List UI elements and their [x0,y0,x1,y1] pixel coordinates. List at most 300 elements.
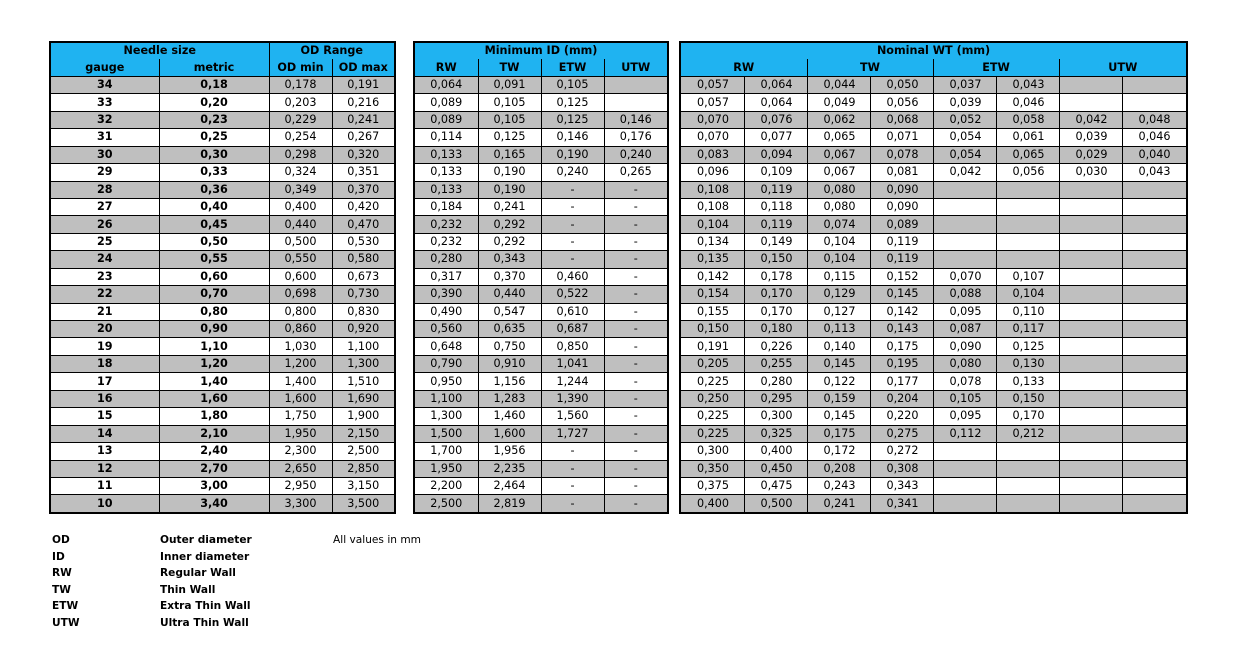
od-min-cell: 0,254 [269,129,332,146]
wt-etw-max-cell: 0,058 [996,111,1059,128]
table-row [51,460,394,477]
od-max-cell: 0,530 [347,235,380,249]
legend-abbreviation: ETW [52,600,79,612]
wt-rw-min-cell: 0,142 [681,268,744,285]
wt-rw-max-cell: 0,064 [744,94,807,111]
wt-etw-max-cell: 0,117 [996,321,1059,338]
wt-rw-max-cell: 0,255 [744,355,807,372]
wt-utw-max-cell [1122,303,1186,320]
wt-tw-min-cell: 0,241 [807,495,870,512]
wt-utw-max-cell [1122,355,1186,372]
od-min-cell: 3,300 [269,495,332,512]
metric-cell: 0,50 [159,233,269,250]
od-min-cell: 1,600 [269,390,332,407]
od-min-cell: 0,800 [269,303,332,320]
wt-rw-min-cell: 0,300 [681,443,744,460]
table-row [51,146,394,163]
wt-etw-max-cell [996,477,1059,494]
min-id-tw-cell: 1,283 [478,390,541,407]
id-utw-header: UTW [604,59,667,76]
min-id-tw-cell: 0,343 [478,251,541,268]
table-row [51,303,394,320]
wt-rw-min-cell: 0,083 [681,146,744,163]
table-row [681,390,1186,407]
wt-rw-max-cell: 0,295 [744,390,807,407]
wt-tw-min-cell: 0,140 [807,338,870,355]
od-max-cell: 0,370 [332,181,394,198]
wt-etw-min-cell [933,251,996,268]
wt-tw-max-cell: 0,119 [870,233,933,250]
wt-tw-min-cell: 0,067 [807,146,870,163]
od-max-cell: 2,850 [332,460,394,477]
table-row [681,216,1186,233]
id-tw-header: TW [478,59,541,76]
wt-etw-min-cell: 0,105 [933,390,996,407]
table-row [415,443,667,460]
min-id-etw-cell: - [541,251,604,268]
min-id-etw-cell: 0,125 [541,94,604,111]
wt-tw-max-cell: 0,090 [870,198,933,215]
metric-cell: 3,00 [159,477,269,494]
min-id-utw-cell: - [633,479,638,493]
wt-utw-min-cell [1059,321,1122,338]
wt-tw-min-cell: 0,113 [807,321,870,338]
wt-etw-min-cell: 0,037 [933,76,996,93]
table-row [51,268,394,285]
wt-utw-min-cell [1059,251,1122,268]
table-row [51,164,394,181]
od-min-cell: 0,400 [269,198,332,215]
wt-rw-min-cell: 0,104 [681,216,744,233]
wt-tw-max-cell: 0,195 [870,355,933,372]
legend-meaning: Thin Wall [160,583,216,596]
min-id-utw-cell: - [633,444,638,458]
wt-utw-max-cell: 0,048 [1122,111,1186,128]
od-max-cell: 0,830 [347,304,380,318]
nominal-wt-header: Nominal WT (mm) [681,43,1186,59]
min-id-tw-cell: 2,819 [478,495,541,512]
min-id-rw-cell: 0,089 [415,94,478,111]
wt-utw-header: UTW [1059,59,1186,76]
wt-tw-max-cell: 0,220 [870,408,933,425]
wt-etw-max-cell: 0,061 [996,129,1059,146]
wt-tw-min-cell: 0,044 [807,76,870,93]
od-max-cell: 0,730 [332,286,394,303]
min-id-rw-cell: 0,280 [415,251,478,268]
wt-tw-max-cell: 0,204 [870,390,933,407]
od-max-cell: 1,100 [347,339,380,353]
min-id-tw-cell: 0,370 [478,268,541,285]
min-id-utw-cell: - [633,235,638,249]
min-id-tw-cell: 0,910 [478,355,541,372]
wt-rw-min-cell: 0,375 [681,477,744,494]
wt-rw-min-cell: 0,191 [681,338,744,355]
od-min-cell: 0,203 [269,94,332,111]
metric-cell: 0,80 [159,303,269,320]
wt-utw-min-cell: 0,029 [1059,146,1122,163]
od-max-cell: 0,191 [332,76,394,93]
wt-rw-max-cell: 0,064 [744,76,807,93]
min-id-utw-cell: 0,265 [619,165,652,179]
id-etw-header: ETW [541,59,604,76]
min-id-utw-cell: - [633,409,638,423]
od-min-cell: 0,298 [269,146,332,163]
min-id-utw-cell: - [633,200,638,214]
wt-tw-max-cell: 0,152 [870,268,933,285]
table-row [681,233,1186,250]
wt-etw-min-cell [933,233,996,250]
wt-tw-max-cell: 0,068 [870,111,933,128]
min-id-rw-cell: 0,089 [415,111,478,128]
wt-rw-max-cell: 0,150 [744,251,807,268]
wt-rw-max-cell: 0,325 [744,425,807,442]
min-id-tw-cell: 1,156 [478,373,541,390]
wt-utw-max-cell [1122,443,1186,460]
metric-cell: 0,25 [159,129,269,146]
wt-etw-min-cell: 0,070 [933,268,996,285]
metric-cell: 1,60 [159,390,269,407]
min-id-utw-cell: - [604,321,667,338]
min-id-etw-cell: 1,727 [541,425,604,442]
min-id-rw-cell: 0,133 [415,181,478,198]
wt-rw-max-cell: 0,280 [744,373,807,390]
wt-tw-max-cell: 0,119 [870,251,933,268]
wt-utw-max-cell [1122,477,1186,494]
od-min-header: OD min [269,59,332,76]
wt-utw-max-cell [1122,338,1186,355]
od-min-cell: 0,349 [269,181,332,198]
od-max-cell: 0,320 [332,146,394,163]
min-id-rw-cell: 1,700 [415,443,478,460]
wt-utw-min-cell [1059,390,1122,407]
table-row [415,129,667,146]
min-id-etw-cell: - [541,198,604,215]
wt-rw-max-cell: 0,077 [744,129,807,146]
wt-rw-min-cell: 0,108 [681,198,744,215]
table-row [415,198,667,215]
wt-utw-min-cell: 0,030 [1059,164,1122,181]
wt-tw-max-cell: 0,050 [870,76,933,93]
gauge-cell: 21 [51,303,159,320]
wt-tw-min-cell: 0,080 [807,198,870,215]
wt-tw-min-cell: 0,104 [807,233,870,250]
wt-tw-min-cell: 0,145 [807,355,870,372]
legend-meaning: Outer diameter [160,534,252,546]
wt-utw-min-cell [1059,198,1122,215]
table-row [681,373,1186,390]
min-id-rw-cell: 0,560 [415,321,478,338]
wt-rw-min-cell: 0,057 [681,94,744,111]
wt-utw-max-cell [1122,460,1186,477]
wt-utw-min-cell [1059,443,1122,460]
wt-etw-min-cell [933,216,996,233]
wt-rw-min-cell: 0,155 [681,303,744,320]
wt-utw-max-cell [1122,94,1186,111]
table-row [51,94,394,111]
metric-cell: 0,90 [159,321,269,338]
wt-etw-min-cell [933,181,996,198]
wt-etw-max-cell: 0,125 [996,338,1059,355]
legend-abbreviation: OD [52,534,70,546]
wt-rw-max-cell: 0,400 [744,443,807,460]
table-row [681,443,1186,460]
table-row [51,477,394,494]
wt-rw-min-cell: 0,250 [681,390,744,407]
min-id-rw-cell: 1,100 [415,390,478,407]
min-id-utw-cell: - [604,355,667,372]
min-id-rw-cell: 0,490 [415,303,478,320]
min-id-utw-cell: 0,146 [604,111,667,128]
min-id-rw-cell: 0,133 [415,146,478,163]
od-max-cell: 0,920 [332,321,394,338]
min-id-utw-cell: - [633,339,638,353]
min-id-etw-cell: 0,850 [541,338,604,355]
table-row [681,286,1186,303]
table-row [51,495,394,512]
metric-cell: 2,10 [159,425,269,442]
metric-cell: 0,30 [159,146,269,163]
table-row [415,408,667,425]
od-min-cell: 2,300 [269,443,332,460]
od-min-cell: 2,950 [269,477,332,494]
metric-cell: 2,70 [159,460,269,477]
min-id-rw-cell: 0,064 [415,76,478,93]
wt-rw-min-cell: 0,350 [681,460,744,477]
wt-etw-min-cell: 0,052 [933,111,996,128]
wt-etw-max-cell: 0,056 [996,164,1059,181]
od-min-cell: 1,950 [269,425,332,442]
wt-etw-max-cell [996,233,1059,250]
min-id-utw-cell: - [604,216,667,233]
wt-utw-max-cell [1122,373,1186,390]
wt-etw-max-cell [996,216,1059,233]
od-min-cell: 0,440 [269,216,332,233]
wt-rw-min-cell: 0,225 [681,408,744,425]
wt-etw-min-cell: 0,054 [933,146,996,163]
wt-tw-max-cell: 0,343 [870,477,933,494]
gauge-cell: 10 [51,495,159,512]
min-id-etw-cell: 0,610 [541,303,604,320]
wt-tw-min-cell: 0,067 [807,164,870,181]
wt-tw-max-cell: 0,081 [870,164,933,181]
wt-utw-min-cell [1059,477,1122,494]
min-id-utw-cell: 0,240 [604,146,667,163]
min-id-tw-cell: 1,460 [478,408,541,425]
wt-utw-min-cell [1059,338,1122,355]
wt-utw-min-cell [1059,408,1122,425]
wt-etw-min-cell: 0,054 [933,129,996,146]
wt-etw-max-cell: 0,170 [996,408,1059,425]
table-row [681,460,1186,477]
gauge-cell: 23 [51,268,159,285]
wt-etw-max-cell: 0,104 [996,286,1059,303]
table-row [415,303,667,320]
table-row [415,94,667,111]
wt-etw-min-cell: 0,039 [933,94,996,111]
wt-rw-max-cell: 0,170 [744,286,807,303]
table-row [681,408,1186,425]
wt-utw-max-cell: 0,043 [1138,165,1171,179]
min-id-etw-cell: 0,522 [541,286,604,303]
table-row [415,268,667,285]
od-min-cell: 0,324 [269,164,332,181]
wt-tw-min-cell: 0,080 [807,181,870,198]
od-max-cell: 0,267 [347,130,380,144]
wt-utw-max-cell [1122,216,1186,233]
wt-tw-max-cell: 0,145 [870,286,933,303]
wt-rw-min-cell: 0,108 [681,181,744,198]
wt-etw-min-cell [933,477,996,494]
wt-utw-min-cell [1059,373,1122,390]
min-id-tw-cell: 0,165 [478,146,541,163]
wt-etw-min-cell: 0,112 [933,425,996,442]
min-id-etw-cell: - [541,233,604,250]
min-id-tw-cell: 0,091 [478,76,541,93]
od-max-cell: 0,673 [347,269,380,283]
gauge-cell: 34 [51,76,159,93]
min-id-rw-cell: 2,200 [415,477,478,494]
table-row [51,251,394,268]
min-id-etw-cell: 1,244 [541,373,604,390]
od-max-cell: 3,150 [347,479,380,493]
min-id-tw-cell: 1,956 [478,443,541,460]
wt-utw-min-cell [1059,425,1122,442]
metric-cell: 3,40 [159,495,269,512]
wt-tw-max-cell: 0,056 [870,94,933,111]
metric-cell: 1,10 [159,338,269,355]
table-row [415,181,667,198]
min-id-tw-cell: 0,750 [478,338,541,355]
min-id-etw-cell: - [541,443,604,460]
min-id-rw-cell: 0,114 [415,129,478,146]
minimum-id-table [413,41,669,514]
min-id-tw-cell: 0,105 [478,94,541,111]
min-id-rw-cell: 0,232 [415,233,478,250]
table-row [681,94,1186,111]
wt-etw-max-cell: 0,133 [996,373,1059,390]
min-id-rw-cell: 0,950 [415,373,478,390]
table-row [415,286,667,303]
od-max-cell: 0,351 [347,165,380,179]
wt-etw-min-cell: 0,095 [933,303,996,320]
min-id-etw-cell: 1,560 [541,408,604,425]
wt-tw-max-cell: 0,272 [870,443,933,460]
legend-meaning: Ultra Thin Wall [160,616,249,629]
table-row [415,460,667,477]
od-min-cell: 1,400 [269,373,332,390]
min-id-etw-cell: 0,105 [541,76,604,93]
table-row [51,286,394,303]
wt-utw-max-cell: 0,046 [1138,130,1171,144]
od-min-cell: 0,698 [269,286,332,303]
wt-rw-max-cell: 0,450 [744,460,807,477]
table-row [681,303,1186,320]
min-id-utw-cell: - [633,269,638,283]
table-row [51,216,394,233]
wt-tw-min-cell: 0,145 [807,408,870,425]
wt-utw-min-cell: 0,039 [1059,129,1122,146]
wt-tw-header: TW [807,59,933,76]
wt-tw-max-cell: 0,177 [870,373,933,390]
table-row [51,76,394,93]
min-id-etw-cell: 0,460 [541,268,604,285]
gauge-cell: 17 [51,373,159,390]
metric-cell: 0,33 [159,164,269,181]
wt-rw-min-cell: 0,096 [681,164,744,181]
min-id-tw-cell: 0,125 [478,129,541,146]
min-id-tw-cell: 0,190 [478,181,541,198]
od-max-cell: 3,500 [332,495,394,512]
gauge-cell: 31 [51,129,159,146]
wt-utw-max-cell [1122,198,1186,215]
wt-etw-min-cell [933,443,996,460]
table-row [415,373,667,390]
units-note: All values in mm [333,534,421,546]
min-id-etw-cell: 1,390 [541,390,604,407]
min-id-etw-cell: - [541,477,604,494]
od-max-cell: 0,241 [332,111,394,128]
wt-rw-min-cell: 0,070 [681,129,744,146]
gauge-cell: 27 [51,198,159,215]
od-max-cell: 1,300 [332,355,394,372]
wt-etw-min-cell: 0,078 [933,373,996,390]
wt-etw-max-cell: 0,130 [996,355,1059,372]
min-id-etw-cell: - [541,181,604,198]
wt-tw-min-cell: 0,122 [807,373,870,390]
wt-tw-min-cell: 0,175 [807,425,870,442]
min-id-tw-cell: 0,292 [478,233,541,250]
gauge-cell: 14 [51,425,159,442]
table-row [415,390,667,407]
min-id-rw-cell: 1,950 [415,460,478,477]
wt-utw-max-cell [1122,268,1186,285]
wt-tw-min-cell: 0,172 [807,443,870,460]
min-id-rw-cell: 0,390 [415,286,478,303]
table-row [51,443,394,460]
table-row [51,373,394,390]
wt-utw-max-cell [1122,408,1186,425]
od-min-cell: 0,229 [269,111,332,128]
table-row [681,251,1186,268]
wt-utw-min-cell [1059,233,1122,250]
table-row [681,355,1186,372]
id-rw-header: RW [415,59,478,76]
metric-cell: 0,23 [159,111,269,128]
wt-rw-max-cell: 0,109 [744,164,807,181]
table-row [51,408,394,425]
min-id-etw-cell: 0,146 [541,129,604,146]
wt-utw-min-cell [1059,268,1122,285]
wt-etw-max-cell: 0,107 [996,268,1059,285]
min-id-tw-cell: 0,190 [478,164,541,181]
wt-tw-max-cell: 0,089 [870,216,933,233]
wt-rw-min-cell: 0,205 [681,355,744,372]
table-row [51,425,394,442]
table-row [415,76,667,93]
needle-size-header: Needle size [51,43,269,59]
od-min-cell: 0,500 [269,233,332,250]
wt-utw-min-cell [1059,495,1122,512]
wt-tw-max-cell: 0,071 [870,129,933,146]
wt-utw-min-cell [1059,286,1122,303]
gauge-cell: 12 [51,460,159,477]
wt-tw-min-cell: 0,104 [807,251,870,268]
od-max-cell: 0,420 [347,200,380,214]
wt-rw-min-cell: 0,135 [681,251,744,268]
od-max-cell: 0,216 [347,95,380,109]
table-row [415,233,667,250]
table-row [415,338,667,355]
